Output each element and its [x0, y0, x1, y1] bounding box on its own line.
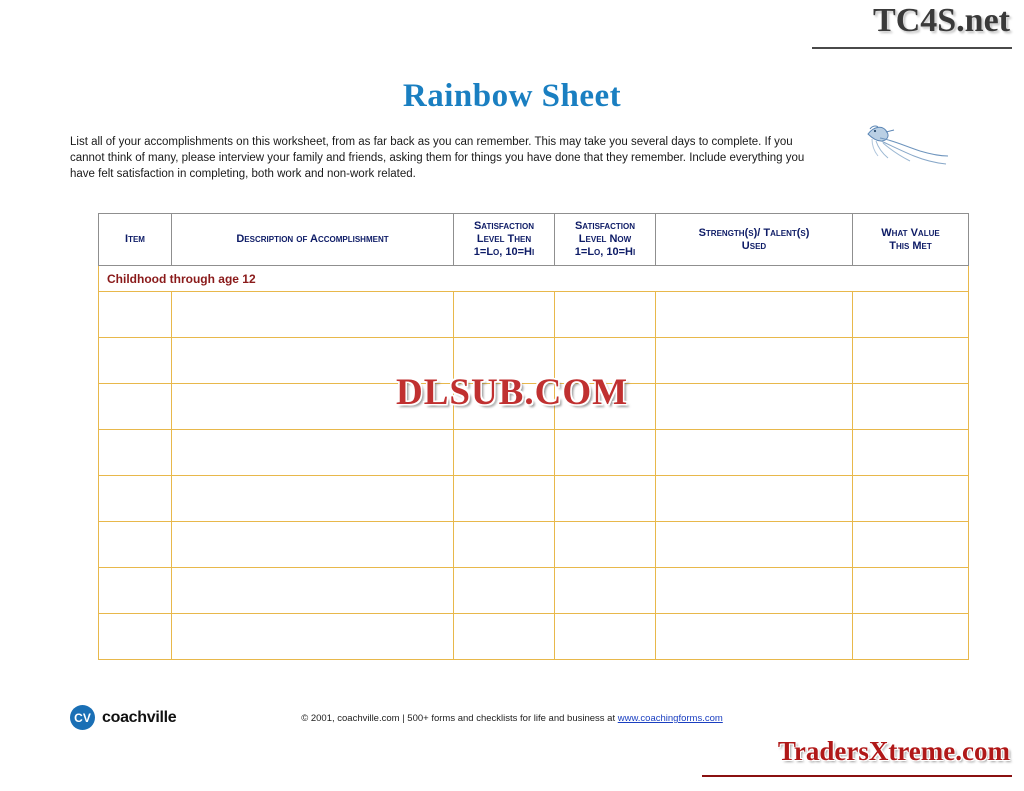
cell-satisfaction-then[interactable]	[454, 338, 555, 384]
cell-strengths[interactable]	[656, 476, 853, 522]
cell-satisfaction-then[interactable]	[454, 568, 555, 614]
cell-satisfaction-now[interactable]	[555, 476, 656, 522]
column-header-satisfaction-now	[555, 214, 656, 266]
cell-satisfaction-now[interactable]	[555, 430, 656, 476]
cell-item[interactable]	[99, 338, 172, 384]
cell-item[interactable]	[99, 292, 172, 338]
cell-item[interactable]	[99, 522, 172, 568]
footer-copyright-text: © 2001, coachville.com | 500+ forms and checklists for life and business at	[301, 713, 618, 724]
column-header-item-line1: Item	[125, 233, 145, 245]
cell-satisfaction-then[interactable]	[454, 522, 555, 568]
column-header-value	[853, 214, 969, 266]
eagle-icon	[850, 120, 950, 176]
column-header-item	[99, 214, 172, 266]
cell-item[interactable]	[99, 476, 172, 522]
cell-strengths[interactable]	[656, 384, 853, 430]
cell-value[interactable]	[853, 338, 969, 384]
value-line2: This Met	[889, 239, 932, 252]
cell-strengths[interactable]	[656, 430, 853, 476]
cell-strengths[interactable]	[656, 522, 853, 568]
column-header-description-line1: Description of Accomplishment	[236, 233, 389, 245]
satisfaction-then-line2: Level Then	[476, 233, 532, 245]
cell-strengths[interactable]	[656, 568, 853, 614]
satisfaction-now-line3: 1=Lo, 10=Hi	[574, 246, 636, 258]
table-row[interactable]	[99, 476, 969, 522]
cell-description[interactable]	[172, 476, 454, 522]
cell-satisfaction-now[interactable]	[555, 614, 656, 660]
section-label-childhood: Childhood through age 12	[99, 266, 969, 292]
cell-description[interactable]	[172, 384, 454, 430]
cell-item[interactable]	[99, 384, 172, 430]
cell-value[interactable]	[853, 384, 969, 430]
cell-satisfaction-now[interactable]	[555, 522, 656, 568]
rainbow-sheet-table	[98, 213, 969, 660]
satisfaction-then-line1: Satisfaction	[473, 220, 535, 232]
table-row[interactable]	[99, 338, 969, 384]
value-line1: What Value	[881, 226, 940, 239]
satisfaction-then-line3: 1=Lo, 10=Hi	[473, 246, 535, 258]
coachville-brand-name: coachville	[102, 708, 177, 726]
section-header-row	[99, 266, 969, 292]
intro-paragraph: List all of your accomplishments on this worksheet, from as far back as you can remember. This may take you several days to complete. If you cannot think of many, please interview your family and friends, asking them for things you have done that they remember. Include everything you have felt satisfaction in completing, both work and non-work related.	[70, 136, 805, 180]
cell-satisfaction-then[interactable]	[454, 614, 555, 660]
table-row[interactable]	[99, 522, 969, 568]
top-watermark-rule	[812, 47, 1012, 49]
cell-satisfaction-now[interactable]	[555, 384, 656, 430]
cell-value[interactable]	[853, 614, 969, 660]
table-row[interactable]	[99, 568, 969, 614]
column-header-description	[172, 214, 454, 266]
cell-satisfaction-now[interactable]	[555, 568, 656, 614]
cell-description[interactable]	[172, 292, 454, 338]
cell-value[interactable]	[853, 292, 969, 338]
cell-item[interactable]	[99, 614, 172, 660]
strengths-line2: Used	[741, 239, 767, 252]
cell-description[interactable]	[172, 614, 454, 660]
cell-satisfaction-then[interactable]	[454, 476, 555, 522]
bottom-watermark: TradersXtreme.com	[777, 736, 1010, 766]
satisfaction-now-line2: Level Now	[578, 233, 632, 245]
cell-description[interactable]	[172, 338, 454, 384]
footer-copyright	[0, 713, 1024, 724]
strengths-line1: Strength(s)/ Talent(s)	[698, 226, 810, 239]
center-watermark: DLSUB.COM	[395, 372, 629, 413]
cell-satisfaction-then[interactable]	[454, 430, 555, 476]
bottom-watermark-rule	[702, 775, 1012, 777]
table-row[interactable]	[99, 614, 969, 660]
cell-description[interactable]	[172, 522, 454, 568]
table-header-row	[99, 214, 969, 266]
cell-description[interactable]	[172, 568, 454, 614]
cell-strengths[interactable]	[656, 338, 853, 384]
table-body	[99, 266, 969, 660]
cell-description[interactable]	[172, 430, 454, 476]
top-watermark: TC4S.net	[873, 2, 1010, 39]
cell-item[interactable]	[99, 568, 172, 614]
cell-value[interactable]	[853, 522, 969, 568]
page-title: Rainbow Sheet	[402, 78, 622, 114]
cell-satisfaction-now[interactable]	[555, 338, 656, 384]
column-header-satisfaction-then	[454, 214, 555, 266]
cell-strengths[interactable]	[656, 614, 853, 660]
cv-badge-icon: CV	[70, 705, 95, 730]
cell-satisfaction-then[interactable]	[454, 292, 555, 338]
cell-strengths[interactable]	[656, 292, 853, 338]
table-row[interactable]	[99, 430, 969, 476]
table-row[interactable]	[99, 292, 969, 338]
cell-satisfaction-then[interactable]	[454, 384, 555, 430]
cell-satisfaction-now[interactable]	[555, 292, 656, 338]
column-header-strengths	[656, 214, 853, 266]
cell-value[interactable]	[853, 476, 969, 522]
satisfaction-now-line1: Satisfaction	[574, 220, 636, 232]
cell-value[interactable]	[853, 568, 969, 614]
cell-value[interactable]	[853, 430, 969, 476]
cell-item[interactable]	[99, 430, 172, 476]
table-row[interactable]	[99, 384, 969, 430]
coachingforms-link[interactable]: www.coachingforms.com	[617, 713, 723, 724]
